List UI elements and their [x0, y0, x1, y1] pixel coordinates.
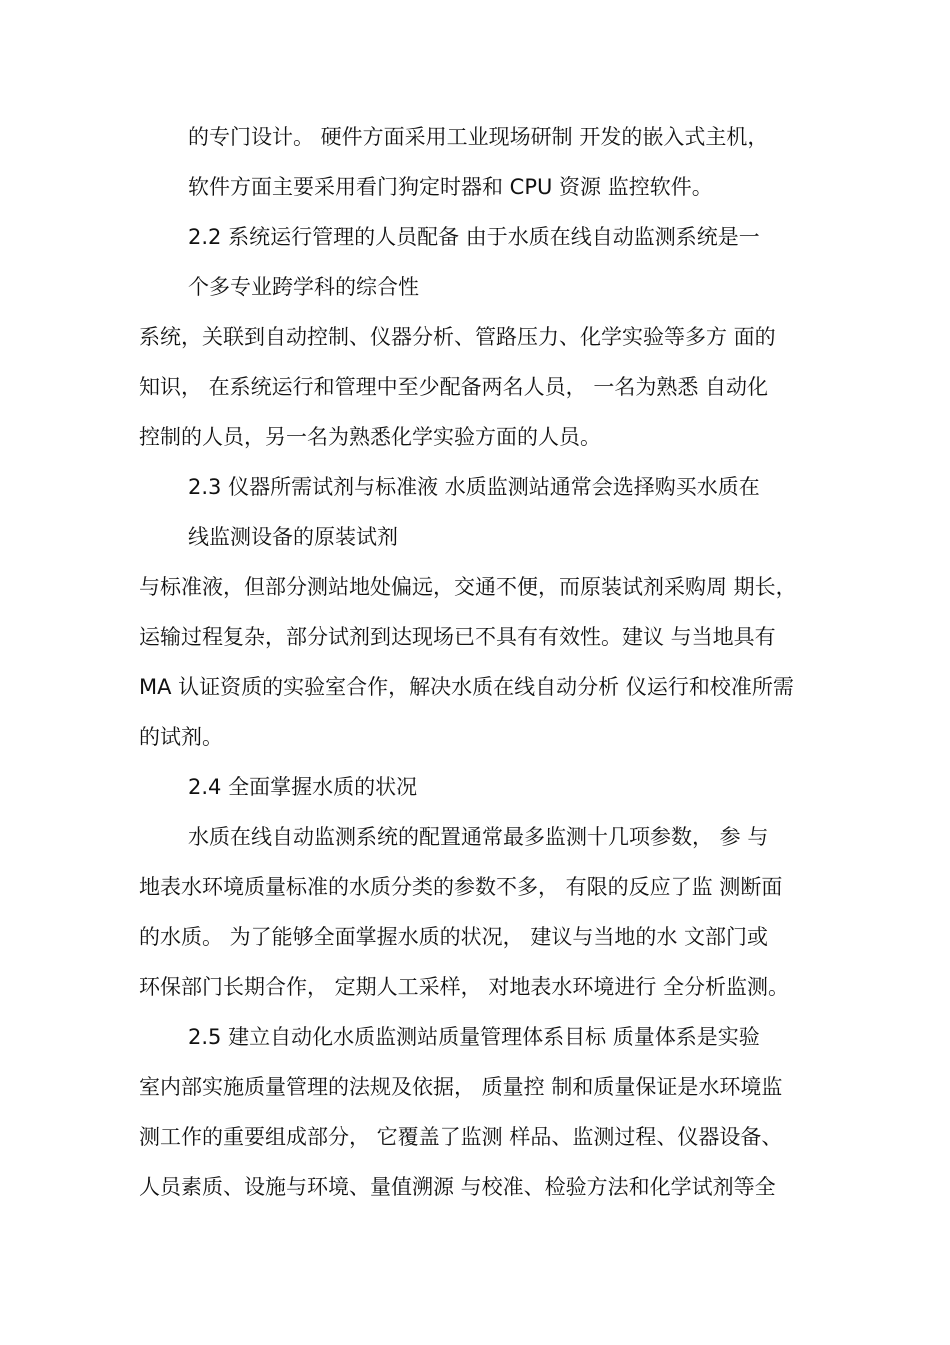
text-line: 运输过程复杂，部分试剂到达现场已不具有有效性。建议 与当地具有: [139, 625, 776, 649]
text-line: MA 认证资质的实验室合作，解决水质在线自动分析 仪运行和校准所需: [139, 675, 794, 699]
text-line: 水质在线自动监测系统的配置通常最多监测十几项参数， 参 与: [188, 825, 769, 849]
text-line: 的专门设计。 硬件方面采用工业现场研制 开发的嵌入式主机，: [188, 125, 769, 149]
text-line: 软件方面主要采用看门狗定时器和 CPU 资源 监控软件。: [188, 175, 713, 199]
section-heading-2-3: 2.3 仪器所需试剂与标准液 水质监测站通常会选择购买水质在: [188, 475, 760, 499]
text-line: 知识， 在系统运行和管理中至少配备两名人员， 一名为熟悉 自动化: [139, 375, 769, 399]
text-line: 线监测设备的原装试剂: [188, 525, 398, 549]
text-line: 控制的人员，另一名为熟悉化学实验方面的人员。: [139, 425, 601, 449]
section-heading-2-5: 2.5 建立自动化水质监测站质量管理体系目标 质量体系是实验: [188, 1025, 760, 1049]
section-heading-2-4: 2.4 全面掌握水质的状况: [188, 775, 418, 799]
text-line: 系统，关联到自动控制、仪器分析、管路压力、化学实验等多方 面的: [139, 325, 776, 349]
text-line: 与标准液，但部分测站地处偏远，交通不便，而原装试剂采购周 期长，: [139, 575, 797, 599]
text-line: 地表水环境质量标准的水质分类的参数不多， 有限的反应了监 测断面: [139, 875, 783, 899]
text-line: 的水质。 为了能够全面掌握水质的状况， 建议与当地的水 文部门或: [139, 925, 769, 949]
text-line: 个多专业跨学科的综合性: [188, 275, 419, 299]
text-line: 环保部门长期合作， 定期人工采样， 对地表水环境进行 全分析监测。: [139, 975, 790, 999]
text-line: 的试剂。: [139, 725, 223, 749]
text-line: 室内部实施质量管理的法规及依据， 质量控 制和质量保证是水环境监: [139, 1075, 783, 1099]
text-line: 人员素质、设施与环境、量值溯源 与校准、检验方法和化学试剂等全: [139, 1175, 776, 1199]
section-heading-2-2: 2.2 系统运行管理的人员配备 由于水质在线自动监测系统是一: [188, 225, 760, 249]
text-line: 测工作的重要组成部分， 它覆盖了监测 样品、监测过程、仪器设备、: [139, 1125, 783, 1149]
